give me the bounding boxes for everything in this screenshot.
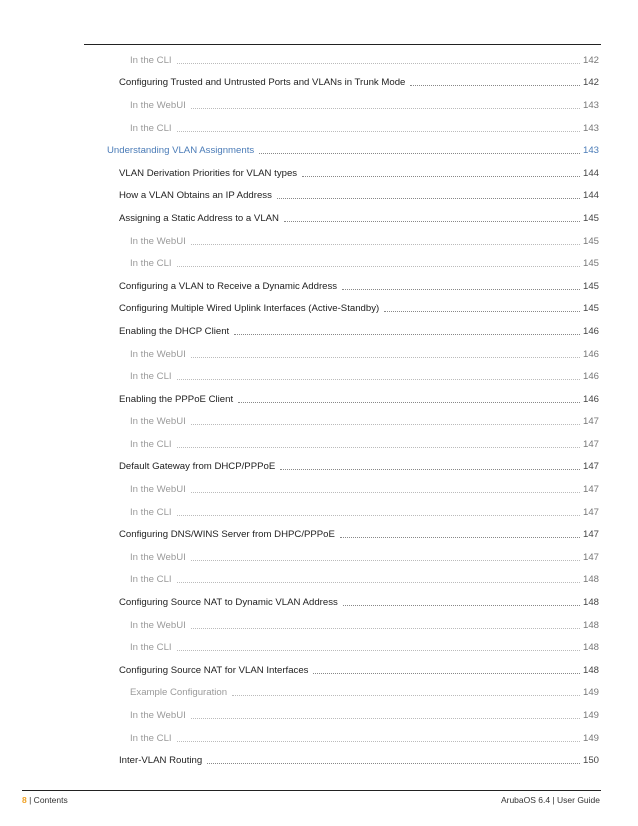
dot-leader	[234, 334, 580, 335]
dot-leader	[177, 131, 580, 132]
toc-entry[interactable]	[0, 94, 638, 117]
toc-entry[interactable]	[0, 117, 638, 140]
dot-leader	[313, 673, 580, 674]
dot-leader	[177, 650, 580, 651]
toc-entry-page: 144	[583, 167, 600, 179]
toc-entry[interactable]	[0, 343, 638, 366]
toc-entry-page: 144	[583, 190, 600, 202]
toc-entry-page: 148	[583, 619, 600, 631]
dot-leader	[177, 515, 580, 516]
toc-entry-page: 145	[583, 280, 600, 292]
toc-entry-page: 146	[583, 393, 600, 405]
toc-entry-page: 146	[583, 371, 600, 383]
toc-entry-title: Assigning a Static Address to a VLAN	[119, 212, 279, 224]
toc-entry-page: 150	[583, 755, 600, 767]
toc-entry-page: 145	[583, 303, 600, 315]
top-rule	[84, 44, 601, 45]
toc-entry[interactable]	[0, 478, 638, 501]
footer-section: | Contents	[29, 795, 68, 805]
toc-entry-title: Understanding VLAN Assignments	[107, 145, 255, 157]
toc-entry-page: 148	[583, 642, 600, 654]
toc-entry-title: How a VLAN Obtains an IP Address	[119, 190, 272, 202]
toc-entry-title: In the WebUI	[130, 551, 186, 563]
toc-entry[interactable]	[0, 682, 638, 705]
toc-entry-page: 147	[583, 484, 600, 496]
dot-leader	[259, 153, 580, 154]
toc-entry-title: In the CLI	[130, 54, 172, 66]
toc-entry[interactable]	[0, 298, 638, 321]
toc-entry-page: 147	[583, 416, 600, 428]
toc-entry-title: In the CLI	[130, 122, 172, 134]
toc-entry-title: Enabling the PPPoE Client	[119, 393, 234, 405]
toc-entry-title: VLAN Derivation Priorities for VLAN types	[119, 167, 298, 179]
toc-entry-title: In the CLI	[130, 258, 172, 270]
dot-leader	[177, 447, 580, 448]
toc-entry[interactable]	[0, 614, 638, 637]
dot-leader	[280, 469, 580, 470]
toc-entry-page: 149	[583, 710, 600, 722]
toc-entry-title: In the CLI	[130, 506, 172, 518]
dot-leader	[191, 357, 580, 358]
toc-entry[interactable]	[0, 569, 638, 592]
dot-leader	[177, 582, 580, 583]
footer-left	[22, 795, 68, 805]
toc-entry-title: In the WebUI	[130, 484, 186, 496]
dot-leader	[207, 763, 580, 764]
toc-entry-title: Configuring DNS/WINS Server from DHPC/PPPoE	[119, 529, 335, 541]
dot-leader	[238, 402, 580, 403]
footer-page-number: 8	[22, 795, 27, 805]
toc-entry[interactable]	[0, 320, 638, 343]
toc-entry[interactable]	[0, 207, 638, 230]
toc-entry-page: 146	[583, 348, 600, 360]
toc-entry-page: 143	[583, 122, 600, 134]
toc-entry[interactable]	[0, 162, 638, 185]
toc-entry-page: 147	[583, 438, 600, 450]
toc-entry[interactable]	[0, 411, 638, 434]
dot-leader	[191, 718, 580, 719]
toc-entry-page: 145	[583, 235, 600, 247]
dot-leader	[410, 85, 580, 86]
toc-entry-title: In the CLI	[130, 732, 172, 744]
toc-entry-page: 148	[583, 597, 600, 609]
toc-entry[interactable]	[0, 252, 638, 275]
dot-leader	[302, 176, 580, 177]
toc-entry[interactable]	[0, 523, 638, 546]
table-of-contents	[0, 49, 638, 772]
toc-entry[interactable]	[0, 727, 638, 750]
footer-doc-title: ArubaOS 6.4 | User Guide	[500, 795, 600, 805]
toc-entry-title: Configuring Multiple Wired Uplink Interfaces (Active-Standby)	[119, 303, 380, 315]
toc-entry-page: 143	[583, 145, 600, 157]
toc-entry[interactable]	[0, 433, 638, 456]
toc-entry-page: 142	[583, 77, 600, 89]
dot-leader	[232, 695, 580, 696]
toc-entry-title: Example Configuration	[130, 687, 228, 699]
toc-entry-page: 148	[583, 574, 600, 586]
toc-entry[interactable]	[0, 49, 638, 72]
toc-entry-title: In the WebUI	[130, 416, 186, 428]
dot-leader	[191, 560, 580, 561]
toc-entry-title: In the WebUI	[130, 619, 186, 631]
dot-leader	[191, 628, 580, 629]
toc-entry-title: Inter-VLAN Routing	[119, 755, 203, 767]
toc-entry-page: 143	[583, 99, 600, 111]
toc-entry[interactable]	[0, 591, 638, 614]
toc-entry-title: Configuring Trusted and Untrusted Ports and VLANs in Trunk Mode	[119, 77, 406, 89]
toc-entry[interactable]	[0, 546, 638, 569]
toc-entry-title: In the WebUI	[130, 710, 186, 722]
toc-entry-page: 149	[583, 732, 600, 744]
toc-entry[interactable]	[0, 636, 638, 659]
dot-leader	[343, 605, 580, 606]
toc-entry-page: 149	[583, 687, 600, 699]
toc-entry[interactable]	[0, 365, 638, 388]
toc-entry[interactable]	[0, 704, 638, 727]
toc-entry-title: Enabling the DHCP Client	[119, 325, 230, 337]
dot-leader	[284, 221, 580, 222]
toc-entry-page: 145	[583, 212, 600, 224]
toc-entry-page: 142	[583, 54, 600, 66]
toc-entry-title: Default Gateway from DHCP/PPPoE	[119, 461, 276, 473]
bottom-rule	[22, 790, 601, 791]
toc-entry-page: 147	[583, 529, 600, 541]
toc-entry-title: Configuring a VLAN to Receive a Dynamic Address	[119, 280, 338, 292]
toc-entry-page: 147	[583, 461, 600, 473]
toc-entry[interactable]	[0, 230, 638, 253]
toc-entry[interactable]	[0, 749, 638, 772]
dot-leader	[191, 492, 580, 493]
toc-entry-page: 146	[583, 325, 600, 337]
toc-entry-title: In the CLI	[130, 438, 172, 450]
dot-leader	[191, 244, 580, 245]
toc-entry-page: 147	[583, 551, 600, 563]
toc-entry[interactable]	[0, 388, 638, 411]
toc-entry-title: In the CLI	[130, 642, 172, 654]
toc-entry[interactable]	[0, 456, 638, 479]
toc-entry[interactable]	[0, 139, 638, 162]
toc-entry-title: In the WebUI	[130, 348, 186, 360]
dot-leader	[177, 63, 580, 64]
toc-entry[interactable]	[0, 501, 638, 524]
toc-entry-title: In the WebUI	[130, 99, 186, 111]
dot-leader	[384, 311, 580, 312]
dot-leader	[177, 379, 580, 380]
dot-leader	[177, 266, 580, 267]
toc-entry-title: Configuring Source NAT to Dynamic VLAN Address	[119, 597, 338, 609]
toc-entry-title: In the CLI	[130, 371, 172, 383]
dot-leader	[191, 424, 580, 425]
dot-leader	[177, 741, 580, 742]
toc-entry-page: 148	[583, 664, 600, 676]
toc-entry-page: 147	[583, 506, 600, 518]
toc-entry-title: In the WebUI	[130, 235, 186, 247]
toc-entry-title: In the CLI	[130, 574, 172, 586]
dot-leader	[191, 108, 580, 109]
toc-entry[interactable]	[0, 659, 638, 682]
dot-leader	[277, 198, 580, 199]
toc-entry[interactable]	[0, 185, 638, 208]
toc-entry[interactable]	[0, 72, 638, 95]
toc-entry[interactable]	[0, 275, 638, 298]
dot-leader	[340, 537, 580, 538]
dot-leader	[342, 289, 580, 290]
toc-entry-page: 145	[583, 258, 600, 270]
toc-entry-title: Configuring Source NAT for VLAN Interfaces	[119, 664, 309, 676]
